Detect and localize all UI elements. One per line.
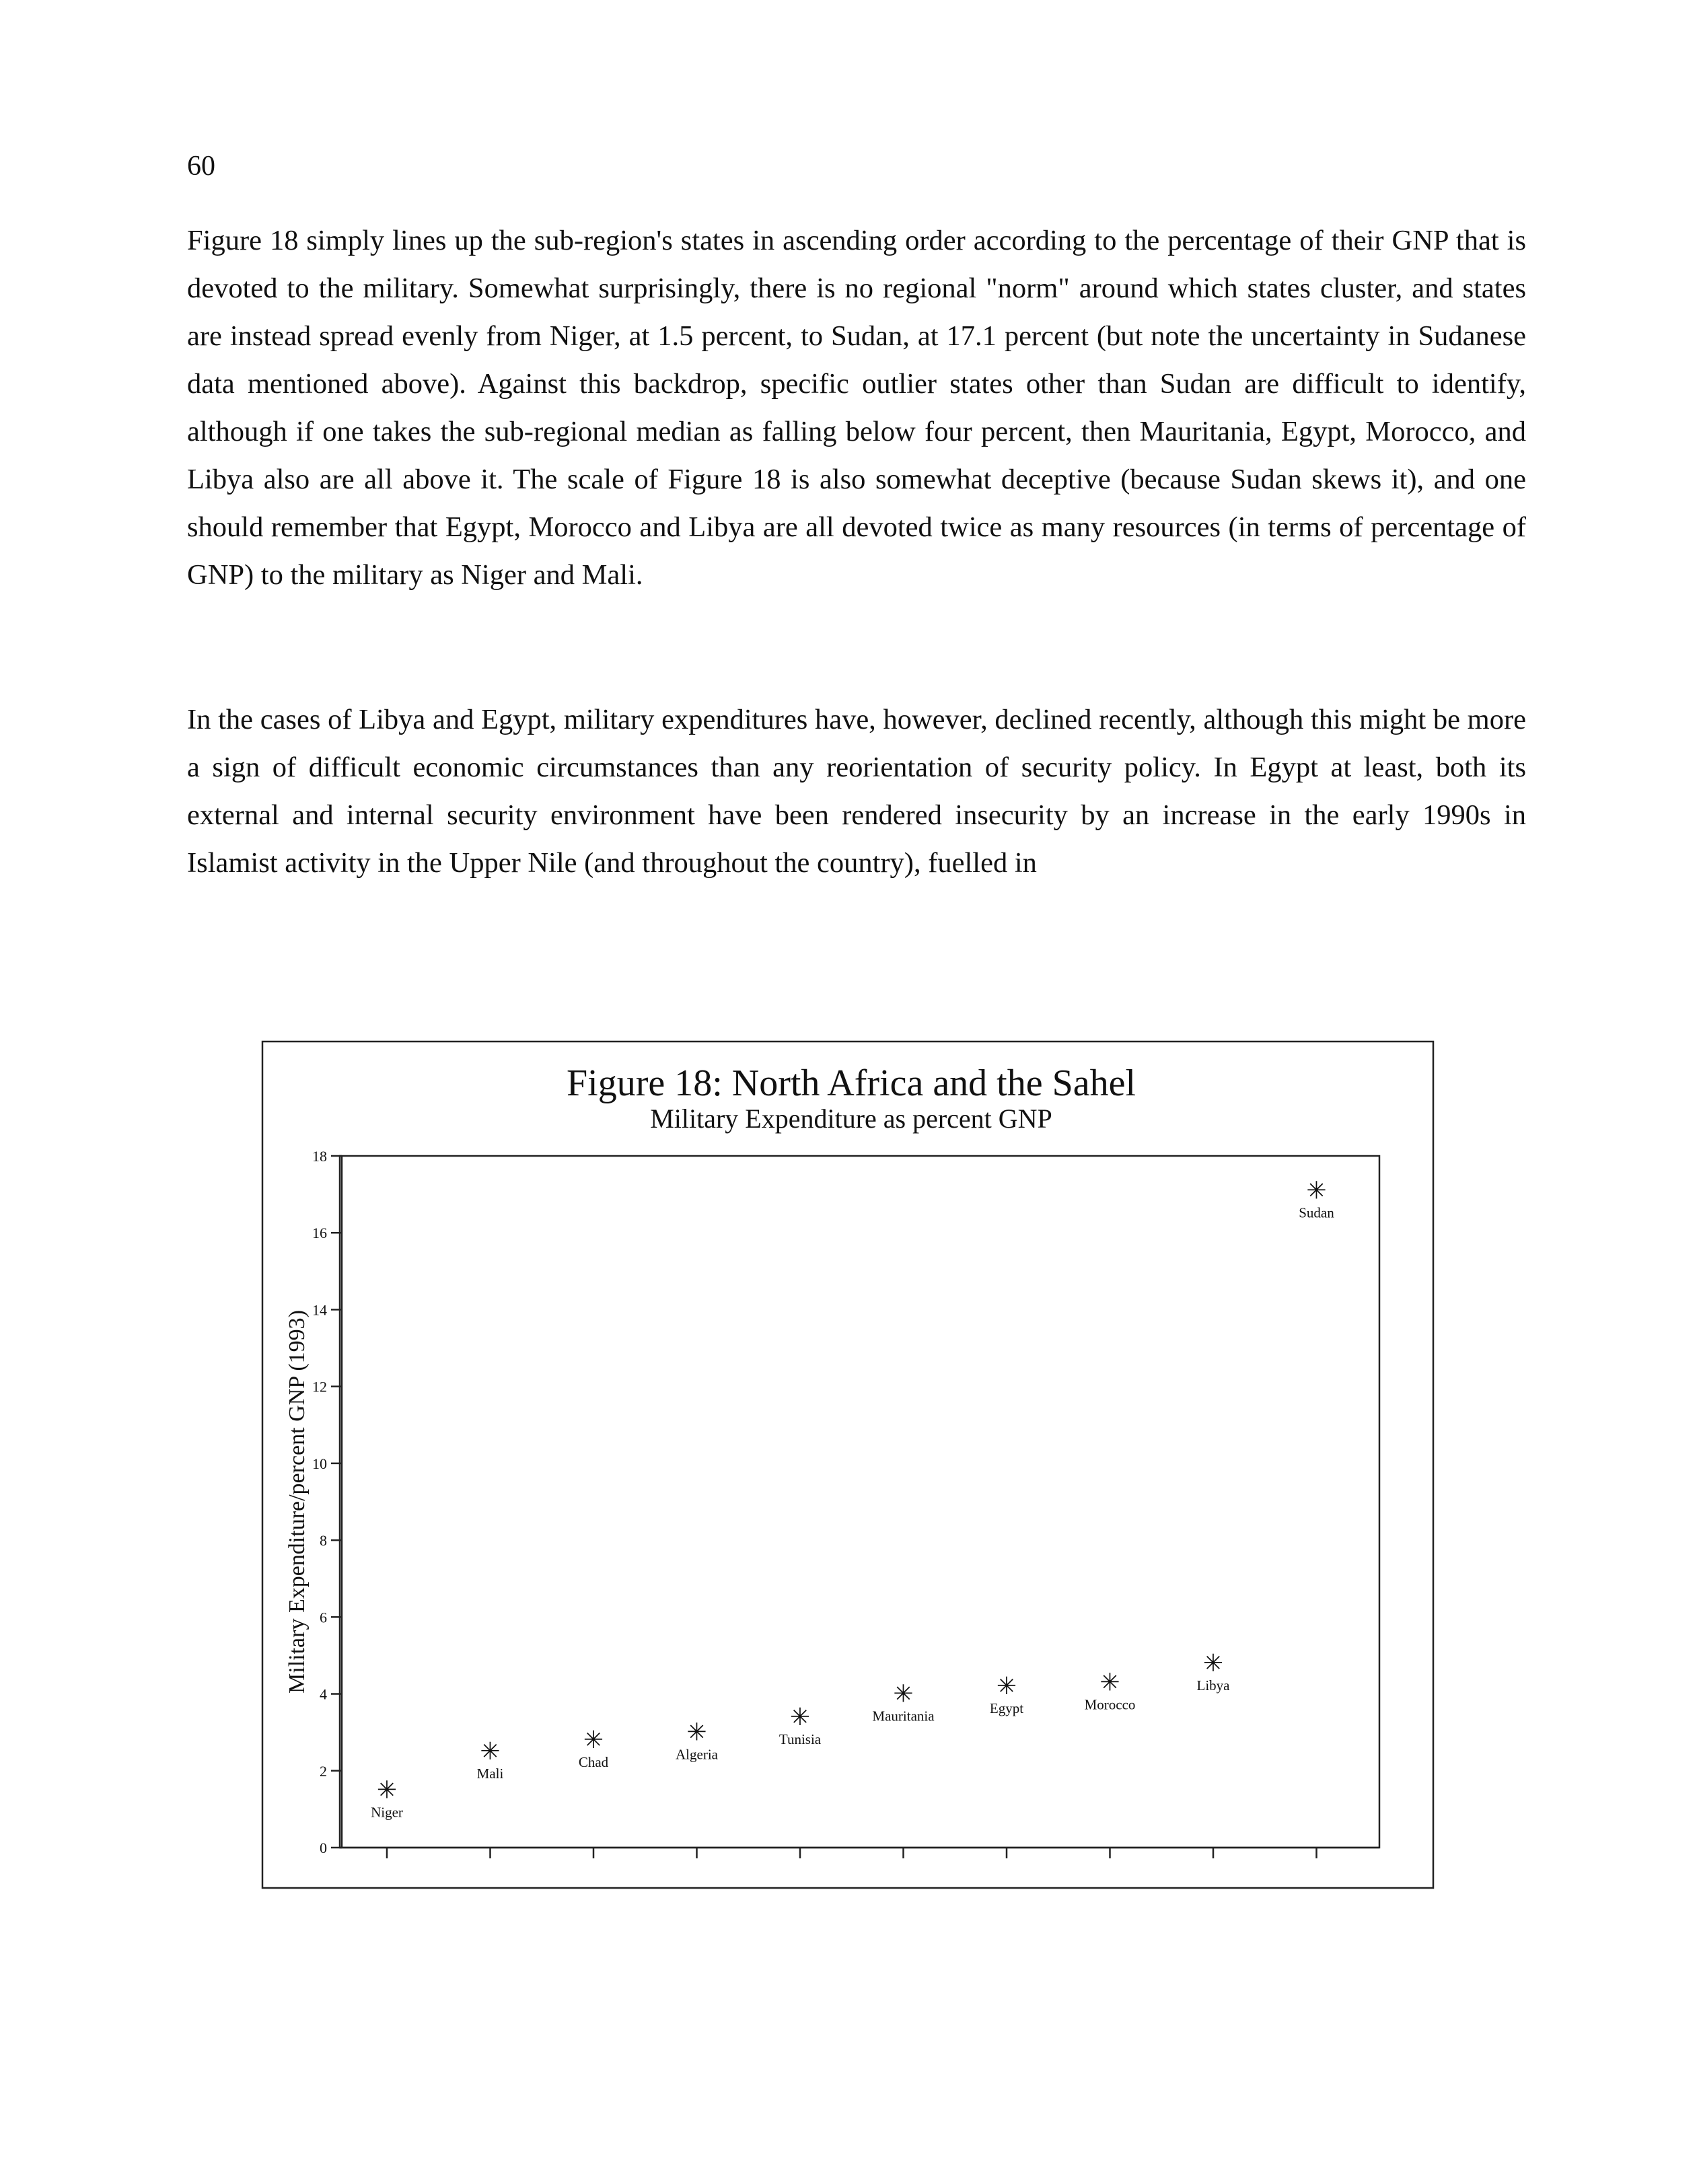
data-point-label: Libya [1196, 1677, 1230, 1694]
data-point-marker: ✳ [376, 1776, 398, 1804]
y-axis [312, 1148, 342, 1856]
y-tick-label: 18 [312, 1148, 327, 1165]
data-point-marker: ✳ [1202, 1649, 1224, 1677]
data-point-label: Tunisia [779, 1731, 822, 1747]
data-point-label: Mali [476, 1766, 504, 1782]
figure-frame [262, 1042, 1433, 1888]
chart-subtitle: Military Expenditure as percent GNP [650, 1103, 1052, 1134]
data-point-marker: ✳ [480, 1738, 501, 1766]
y-tick-label: 6 [320, 1609, 327, 1626]
data-point-label: Niger [371, 1804, 403, 1821]
data-point-marker: ✳ [1306, 1177, 1327, 1204]
data-point-marker: ✳ [893, 1680, 914, 1708]
data-points [371, 1177, 1334, 1820]
y-axis-label: Military Expenditure/percent GNP (1993) [285, 1310, 310, 1694]
y-tick-label: 16 [312, 1225, 327, 1242]
data-point-label: Egypt [989, 1700, 1024, 1717]
data-point-marker: ✳ [686, 1718, 707, 1746]
data-point-marker: ✳ [1099, 1669, 1120, 1696]
data-point-label: Algeria [676, 1746, 718, 1763]
body-paragraph-1: Figure 18 simply lines up the sub-region's states in ascending order according to the percentage of their GNP that is devoted to the military. Somewhat surprisingly, there is no regional "norm" around which states cluster, and states are instead spread evenly from Niger, at 1.5 percent, to Sudan, at 17.1 percent (but note the uncertainty in Sudanese data mentioned above). Against this backdrop, specific outlier states other than Sudan are difficult to identify, although if one takes the sub-regional median as falling below four percent, then Mauritania, Egypt, Morocco, and Libya also are all above it. The scale of Figure 18 is also somewhat deceptive (because Sudan skews it), and one should remember that Egypt, Morocco and Libya are all devoted twice as many resources (in terms of percentage of GNP) to the military as Niger and Mali. [187, 225, 1526, 591]
data-point-label: Morocco [1084, 1696, 1136, 1713]
page-number: 60 [187, 151, 215, 182]
body-paragraph-2: In the cases of Libya and Egypt, military expenditures have, however, declined recently, although this might be more a sign of difficult economic circumstances than any reorientation of security policy. In Egypt at least, both its external and internal security environment have been rendered insecurity by an increase in the early 1990s in Islamist activity in the Upper Nile (and throughout the country), fuelled in [187, 704, 1526, 879]
data-point-marker: ✳ [789, 1703, 811, 1731]
y-tick-label: 2 [320, 1762, 327, 1780]
y-tick-label: 4 [320, 1685, 327, 1703]
data-point-label: Mauritania [872, 1708, 935, 1724]
y-tick-label: 0 [320, 1840, 327, 1856]
data-point-label: Sudan [1299, 1204, 1334, 1221]
chart-title: Figure 18: North Africa and the Sahel [566, 1062, 1136, 1104]
data-point-label: Chad [578, 1754, 609, 1771]
y-tick-label: 14 [312, 1301, 327, 1319]
y-tick-label: 10 [312, 1455, 327, 1472]
x-axis [340, 1848, 1379, 1858]
y-tick-label: 8 [320, 1532, 327, 1550]
data-point-marker: ✳ [996, 1673, 1017, 1700]
data-point-marker: ✳ [583, 1726, 604, 1754]
y-tick-label: 12 [312, 1378, 327, 1395]
plot-area [340, 1156, 1379, 1848]
